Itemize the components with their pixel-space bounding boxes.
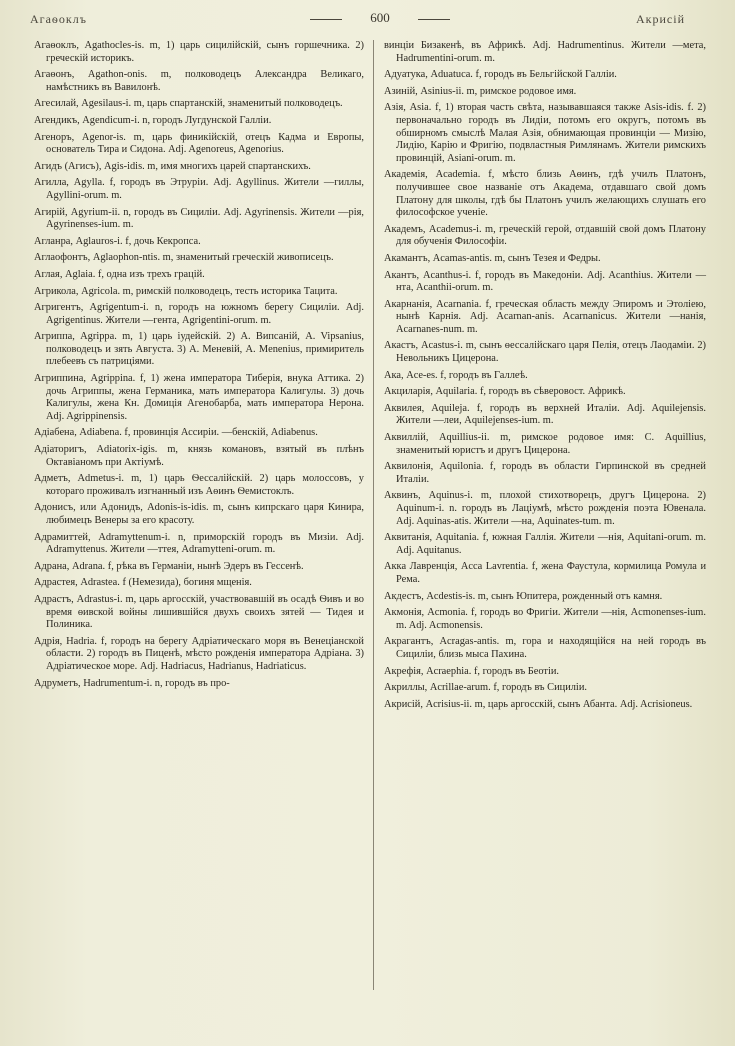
dictionary-entry: Агидъ (Агисъ), Agis-idis. m, имя многихъ царей спартанскихъ. (34, 160, 311, 172)
dictionary-entry: Акка Лавренція, Acca Lavrentia. f, жена Фаустула, кормилица Ромула и Рема. (384, 561, 706, 585)
dictionary-entry: Аквилонія, Aquilonia. f, городъ въ области Гирпинской въ средней Италіи. (384, 461, 706, 485)
dictionary-entry: Акриллы, Acrillae-arum. f, городъ въ Сициліи. (384, 682, 587, 694)
dictionary-entry: Академія, Academia. f, мѣсто близь Аѳинъ, гдѣ училъ Платонъ, получившее свое названіе отъ Академа, отдавшаго свой домъ Платону для школы, гдѣ бы Платонъ училъ желающихъ слушать его философское ученіе. (384, 169, 706, 219)
dictionary-entry: Аглаофонтъ, Aglaophon-ntis. m, знаменитый греческій живописецъ. (34, 252, 334, 264)
dictionary-entry: Агеноръ, Agenor-is. m, царь финикійскій, отецъ Кадма и Европы, основатель Тира и Сидона. Adj. Agenoreus, Agenorius. (34, 131, 364, 156)
dictionary-entry: Азиній, Asinius-ii. m, римское родовое имя. (384, 85, 577, 97)
dictionary-entry: Адметъ, Admetus-i. m, 1) царь Ѳессалійскій. 2) царь молоссовъ, у котораго проживалъ изгнанный изъ Аѳинъ Ѳемистоклъ. (34, 473, 364, 497)
dictionary-entry: Агригентъ, Agrigentum-i. n, городъ на южномъ берегу Сициліи. Adj. Agrigentinus. Жители —гента, Agrigentini-orum. m. (34, 302, 364, 326)
dictionary-entry: Акдестъ, Acdestis-is. m, сынъ Юпитера, рожденный отъ камня. (384, 590, 663, 602)
dictionary-entry: Акмонія, Acmonia. f, городъ во Фригіи. Жители —нія, Acmonenses-ium. m. Adj. Acmonensis. (384, 607, 706, 631)
dictionary-entry: винціи Бизакенѣ, въ Африкѣ. Adj. Hadrumentinus. Жители —мета, Hadrumentini-orum. m. (384, 40, 706, 64)
dictionary-entry: Агендикъ, Agendicum-i. n, городъ Лугдунской Галліи. (34, 114, 272, 126)
dictionary-entry: Академъ, Academus-i. m, греческій герой, отдавшій свой домъ Платону для обученія Философіи. (384, 223, 706, 248)
column-divider (373, 40, 374, 990)
dictionary-entry: Акамантъ, Acamas-antis. m, сынъ Тезея и Федры. (384, 252, 601, 264)
header-right-catchword: Акрисій (636, 12, 685, 26)
dictionary-entry: Ака, Ace-es. f, городъ въ Галлеѣ. (384, 369, 528, 381)
dictionary-entry: Агриппа, Agrippa. m, 1) царь іудейскій. 2) А. Випсаній, A. Vipsanius, полководецъ и зять Августа. 3) А. Меневій, A. Menenius, примиритель плебеевъ съ патриціями. (34, 331, 364, 368)
dictionary-entry: Акрисій, Acrisius-ii. m, царь аргосскій, сынъ Абанта. Adj. Acrisioneus. (384, 698, 693, 710)
dictionary-entry: Адрія, Hadria. f, городъ на берегу Адріатическаго моря въ Венеціанской области. 2) городъ въ Пиценѣ, мѣсто рожденія императора Адріана. 3) Адріатическое море. Adj. Hadriacus, Hadrianus, Hadriaticus. (34, 635, 364, 672)
dictionary-entry: Акциларія, Aquilaria. f, городъ въ сѣверовост. Африкѣ. (384, 386, 626, 398)
right-column (384, 40, 706, 715)
page-header (30, 8, 705, 34)
dictionary-entry: Агирій, Agyrium-ii. n, городъ въ Сициліи. Adj. Agyrinensis. Жители —рія, Agyrinenses-ium. m. (34, 206, 364, 231)
header-left-catchword: Агаѳоклъ (30, 12, 87, 26)
dictionary-entry: Агрикола, Agricola. m, римскій полководецъ, тесть историка Тацита. (34, 285, 338, 297)
dictionary-entry: Агилла, Agylla. f, городъ въ Этруріи. Adj. Agyllinus. Жители —гиллы, Agyllini-orum. m. (34, 177, 364, 201)
dictionary-entry: Агаѳонъ, Agathon-onis. m, полководецъ Александра Великаго, намѣстникъ въ Вавилонѣ. (34, 69, 364, 93)
dictionary-entry: Агесилай, Agesilaus-i. m, царь спартанскій, знаменитый полководецъ. (34, 98, 343, 110)
dictionary-entry: Аквиллій, Aquillius-ii. m, римское родовое имя: С. Aquillius, знаменитый юристъ и другъ Цицерона. (384, 432, 706, 456)
dictionary-entry: Акантъ, Acanthus-i. f, городъ въ Македоніи. Adj. Acanthius. Жители —нта, Acanthii-orum. m. (384, 269, 706, 294)
page-number: 600 (310, 10, 450, 26)
dictionary-entry: Адіаторигъ, Adiatorix-igis. m, князь комановъ, взятый въ плѣнъ Октавіаномъ при Актіумѣ. (34, 444, 364, 468)
left-column (34, 40, 364, 694)
dictionary-entry: Акрефія, Acraephia. f, городъ въ Беотіи. (384, 665, 560, 677)
dictionary-entry: Аквилея, Aquileja. f, городъ въ верхней Италіи. Adj. Aquilejensis. Жители —леи, Aquilejenses-ium. m. (384, 402, 706, 427)
dictionary-entry: Аквинъ, Aquinus-i. m, плохой стихотворецъ, другъ Цицерона. 2) Aquinum-i. n. городъ въ Лаціумѣ, мѣсто рожденія поэта Ювенала. Adj. Aquinas-atis. Жители —на, Aquinates-tum. m. (384, 490, 706, 527)
dictionary-entry: Агаѳоклъ, Agathocles-is. m, 1) царь сицилійскій, сынъ горшечника. 2) греческій историкъ. (34, 40, 364, 64)
dictionary-entry: Агриппина, Agrippina. f, 1) жена императора Тиберія, внука Аттика. 2) дочь Агриппы, жена Германика, мать императора Калигулы. 3) дочь Калигулы, жена Кн. Домиція Агенобарба, мать императора Нерона. Adj. Agrippinensis. (34, 373, 364, 422)
dictionary-entry: Адуатука, Aduatuca. f, городъ въ Бельгійской Галліи. (384, 69, 617, 81)
dictionary-entry: Акастъ, Acastus-i. m, сынъ ѳессалійскаго царя Пелія, отецъ Лаодаміи. 2) Невольникъ Цицерона. (384, 340, 706, 365)
dictionary-entry: Адрамиттей, Adramyttenum-i. n, приморскій городъ въ Мизіи. Adj. Adramyttenus. Жители —ттея, Adramytteni-orum. m. (34, 531, 364, 556)
dictionary-entry: Акрагантъ, Acragas-antis. m, гора и находящійся на ней городъ въ Сициліи, близь мыса Пахина. (384, 636, 706, 660)
dictionary-entry: Азія, Asia. f, 1) вторая часть свѣта, называвшаяся также Asis-idis. f. 2) первоначально городъ въ Лидіи, потомъ его округъ, потомъ въ обширномъ смыслѣ Малая Азія, обнимающая провинціи — Мизію, Лидію, Карію и Фригію, подвластныя Римлянамъ. Жители римскихъ провинцій, Asiani-orum. m. (384, 102, 706, 164)
dictionary-entry: Адруметъ, Hadrumentum-i. n, городъ въ про- (34, 677, 230, 689)
dictionary-entry: Адіабена, Adiabena. f, провинція Ассиріи. —бенскій, Adiabenus. (34, 427, 318, 439)
dictionary-entry: Акарнанія, Acarnania. f, греческая область между Эпиромъ и Этоліею, нынѣ Карнія. Adj. Acarnan-anis. Acarnanicus. Жители —нанія, Acarnanes-num. m. (384, 298, 706, 335)
dictionary-entry: Адрастея, Adrastea. f (Немезида), богиня мщенія. (34, 577, 252, 589)
dictionary-entry: Адрана, Adrana. f, рѣка въ Германіи, нынѣ Эдеръ въ Гессенѣ. (34, 560, 304, 572)
dictionary-entry: Аквитанія, Aquitania. f, южная Галлія. Жители —нія, Aquitani-orum. m. Adj. Aquitanus. (384, 532, 706, 556)
dictionary-entry: Адрастъ, Adrastus-i. m, царь аргосскій, участвовавшій въ осадѣ Ѳивъ и во время ѳивской войны лишившійся двухъ своихъ зятей — Тидея и Полиника. (34, 593, 364, 631)
dictionary-entry: Адонисъ, или Адонидъ, Adonis-is-idis. m, сынъ кипрскаго царя Кинира, любимецъ Венеры за его красоту. (34, 502, 364, 526)
dictionary-entry: Агланра, Aglauros-i. f, дочь Кекропса. (34, 235, 201, 247)
dictionary-entry: Аглая, Aglaia. f, одна изъ трехъ грацій. (34, 268, 205, 280)
